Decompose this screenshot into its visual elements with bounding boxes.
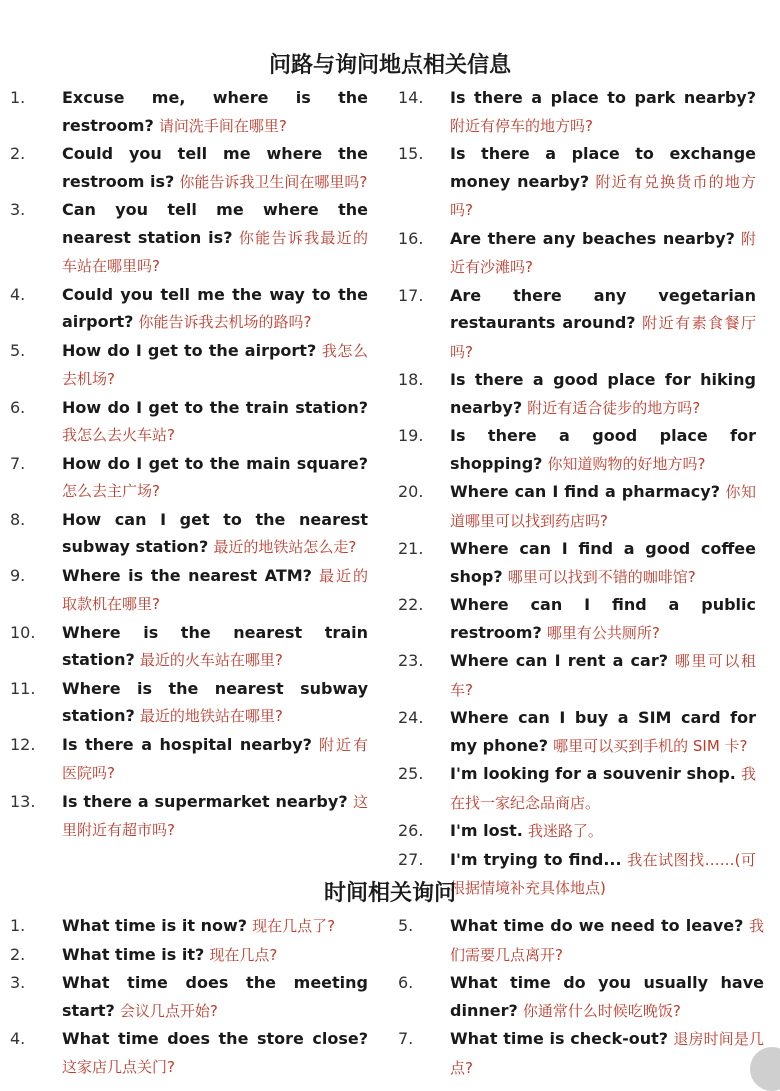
list-item bbox=[398, 478, 756, 535]
item-number: 13. bbox=[10, 791, 36, 811]
chinese-translation: 这家店几点关门? bbox=[62, 1057, 175, 1076]
list-item bbox=[10, 281, 368, 337]
list-item bbox=[10, 731, 368, 788]
english-phrase: Where is the nearest train station? bbox=[62, 622, 368, 669]
list-item bbox=[10, 969, 368, 1025]
directions-list-left bbox=[10, 84, 368, 845]
english-phrase: Where can I buy a SIM card for my phone? bbox=[450, 708, 756, 755]
english-phrase: Is there a hospital nearby? bbox=[62, 734, 312, 754]
list-item bbox=[398, 225, 756, 282]
list-item bbox=[10, 140, 368, 196]
list-item bbox=[10, 788, 368, 845]
chinese-translation: 你知道哪里可以找到药店吗? bbox=[450, 483, 756, 530]
item-number: 25. bbox=[398, 764, 424, 783]
chinese-translation: 附近有医院吗? bbox=[62, 735, 368, 782]
item-number: 22. bbox=[398, 595, 424, 614]
english-phrase: How do I get to the train station? bbox=[62, 397, 368, 417]
item-number: 12. bbox=[10, 734, 36, 754]
english-phrase: Is there a good place for hiking nearby? bbox=[450, 370, 756, 417]
chinese-translation: 你能告诉我卫生间在哪里吗? bbox=[179, 172, 368, 191]
item-number: 8. bbox=[10, 509, 26, 529]
chinese-translation: 附近有兑换货币的地方吗? bbox=[450, 172, 756, 219]
list-item bbox=[398, 140, 756, 225]
chinese-translation: 你能告诉我去机场的路吗? bbox=[138, 313, 312, 331]
list-item bbox=[10, 562, 368, 619]
item-number: 6. bbox=[398, 973, 414, 992]
chinese-translation: 会议几点开始? bbox=[119, 1001, 218, 1020]
list-item bbox=[398, 282, 756, 367]
chinese-translation: 我迷路了。 bbox=[527, 822, 603, 840]
list-item bbox=[10, 450, 368, 506]
chinese-translation: 附近有沙滩吗? bbox=[450, 229, 756, 276]
english-phrase: Where can I find a pharmacy? bbox=[450, 482, 721, 501]
chinese-translation: 附近有素食餐厅吗? bbox=[450, 314, 756, 361]
section-title-time: 时间相关询问 bbox=[323, 881, 456, 906]
english-phrase: What time do you usually have dinner? bbox=[450, 973, 764, 1020]
item-number: 6. bbox=[10, 397, 26, 417]
chinese-translation: 最近的地铁站怎么走? bbox=[213, 538, 357, 556]
chinese-translation: 退房时间是几点? bbox=[450, 1030, 764, 1077]
list-item bbox=[398, 591, 756, 647]
english-phrase: Could you tell me where the restroom is? bbox=[62, 144, 368, 191]
english-phrase: What time does the store close? bbox=[62, 1029, 368, 1048]
list-item bbox=[398, 1025, 764, 1082]
item-number: 19. bbox=[398, 426, 424, 445]
english-phrase: Where can I rent a car? bbox=[450, 651, 669, 670]
item-number: 24. bbox=[398, 708, 424, 727]
chinese-translation: 最近的地铁站在哪里? bbox=[139, 707, 283, 725]
english-phrase: What time is it now? bbox=[62, 916, 248, 935]
chinese-translation: 这里附近有超市吗? bbox=[62, 792, 368, 839]
section-title-directions: 问路与询问地点相关信息 bbox=[268, 53, 511, 78]
english-phrase: Are there any beaches nearby? bbox=[450, 228, 735, 248]
english-phrase: What time do we need to leave? bbox=[450, 916, 744, 935]
chinese-translation: 现在几点了? bbox=[252, 917, 336, 935]
item-number: 10. bbox=[10, 622, 36, 642]
chinese-translation: 最近的取款机在哪里? bbox=[62, 566, 368, 613]
list-item bbox=[10, 1025, 368, 1081]
list-item bbox=[10, 84, 368, 140]
chinese-translation: 附近有停车的地方吗? bbox=[450, 116, 593, 135]
item-number: 3. bbox=[10, 200, 26, 219]
chinese-translation: 我们需要几点离开? bbox=[450, 917, 764, 964]
item-number: 1. bbox=[10, 916, 26, 935]
english-phrase: Is there a place to exchange money nearby? bbox=[450, 144, 756, 191]
chinese-translation: 我怎么去机场? bbox=[62, 341, 368, 388]
english-phrase: Where is the nearest subway station? bbox=[62, 678, 368, 725]
directions-list-right bbox=[398, 84, 757, 903]
chinese-translation: 哪里可以租车? bbox=[450, 652, 756, 699]
chinese-translation: 最近的火车站在哪里? bbox=[139, 651, 283, 669]
english-phrase: I'm trying to find... bbox=[450, 849, 622, 869]
chinese-translation: 我怎么去火车站? bbox=[62, 426, 175, 444]
english-phrase: How can I get to the nearest subway station? bbox=[62, 509, 368, 556]
item-number: 16. bbox=[398, 228, 424, 248]
list-item bbox=[398, 366, 756, 422]
chinese-translation: 哪里可以找到不错的咖啡馆? bbox=[507, 567, 696, 586]
item-number: 11. bbox=[10, 678, 36, 698]
chinese-translation: 你知道购物的好地方吗? bbox=[547, 454, 706, 473]
english-phrase: How do I get to the airport? bbox=[62, 340, 317, 360]
chinese-translation: 你能告诉我最近的车站在哪里吗? bbox=[62, 228, 368, 275]
english-phrase: Is there a place to park nearby? bbox=[450, 88, 756, 107]
english-phrase: Is there a supermarket nearby? bbox=[62, 791, 348, 811]
list-item bbox=[10, 619, 368, 675]
list-item bbox=[398, 817, 756, 846]
list-item bbox=[10, 941, 368, 970]
list-item bbox=[398, 422, 756, 478]
list-item bbox=[10, 394, 368, 450]
english-phrase: Is there a good place for shopping? bbox=[450, 426, 756, 473]
chinese-translation: 哪里有公共厕所? bbox=[546, 623, 660, 642]
item-number: 7. bbox=[10, 453, 26, 473]
list-item bbox=[398, 535, 756, 591]
list-item bbox=[10, 506, 368, 562]
item-number: 18. bbox=[398, 370, 424, 389]
chinese-translation: 怎么去主广场? bbox=[62, 482, 160, 500]
list-item bbox=[10, 196, 368, 281]
list-item bbox=[398, 912, 764, 969]
item-number: 14. bbox=[398, 88, 424, 107]
list-item bbox=[10, 675, 368, 731]
english-phrase: Where can I find a good coffee shop? bbox=[450, 539, 756, 586]
chinese-translation: 我在试图找……(可根据情境补充具体地点) bbox=[450, 850, 757, 897]
item-number: 7. bbox=[398, 1029, 414, 1048]
chinese-translation: 请问洗手间在哪里? bbox=[158, 116, 287, 135]
list-item bbox=[398, 969, 764, 1025]
chinese-translation: 你通常什么时候吃晚饭? bbox=[522, 1001, 681, 1020]
english-phrase: Could you tell me the way to the airport? bbox=[62, 284, 368, 331]
list-item bbox=[398, 84, 756, 140]
item-number: 20. bbox=[398, 482, 424, 501]
list-item bbox=[10, 337, 368, 394]
chinese-translation: 附近有适合徒步的地方吗? bbox=[527, 398, 701, 417]
english-phrase: I'm looking for a souvenir shop. bbox=[450, 764, 736, 783]
item-number: 17. bbox=[398, 285, 424, 305]
item-number: 26. bbox=[398, 821, 424, 840]
item-number: 5. bbox=[10, 340, 26, 360]
chinese-translation: 现在几点? bbox=[209, 945, 278, 964]
list-item bbox=[398, 760, 756, 817]
list-item bbox=[10, 912, 368, 941]
english-phrase: I'm lost. bbox=[450, 821, 523, 840]
list-item bbox=[398, 704, 756, 760]
english-phrase: How do I get to the main square? bbox=[62, 453, 368, 473]
english-phrase: Can you tell me where the nearest station is? bbox=[62, 200, 368, 247]
english-phrase: Excuse me, where is the restroom? bbox=[62, 88, 368, 135]
english-phrase: Where is the nearest ATM? bbox=[62, 565, 312, 585]
item-number: 3. bbox=[10, 973, 26, 992]
item-number: 15. bbox=[398, 144, 424, 163]
english-phrase: What time is it? bbox=[62, 944, 205, 964]
time-list-right bbox=[398, 912, 764, 1082]
item-number: 2. bbox=[10, 144, 26, 163]
time-list-left bbox=[10, 912, 368, 1081]
item-number: 5. bbox=[398, 916, 414, 935]
item-number: 4. bbox=[10, 1029, 26, 1048]
english-phrase: Where can I find a public restroom? bbox=[450, 595, 756, 642]
english-phrase: Are there any vegetarian restaurants around? bbox=[450, 285, 756, 332]
item-number: 23. bbox=[398, 651, 424, 670]
english-phrase: What time does the meeting start? bbox=[62, 973, 368, 1020]
item-number: 4. bbox=[10, 284, 26, 304]
item-number: 21. bbox=[398, 539, 424, 558]
chinese-translation: 哪里可以买到手机的 SIM 卡? bbox=[553, 736, 748, 755]
english-phrase: What time is check-out? bbox=[450, 1029, 669, 1048]
item-number: 1. bbox=[10, 88, 26, 107]
list-item bbox=[398, 647, 756, 704]
item-number: 27. bbox=[398, 849, 424, 869]
chinese-translation: 我在找一家纪念品商店。 bbox=[450, 765, 756, 812]
item-number: 9. bbox=[10, 565, 26, 585]
item-number: 2. bbox=[10, 944, 26, 964]
corner-badge bbox=[750, 1047, 780, 1091]
